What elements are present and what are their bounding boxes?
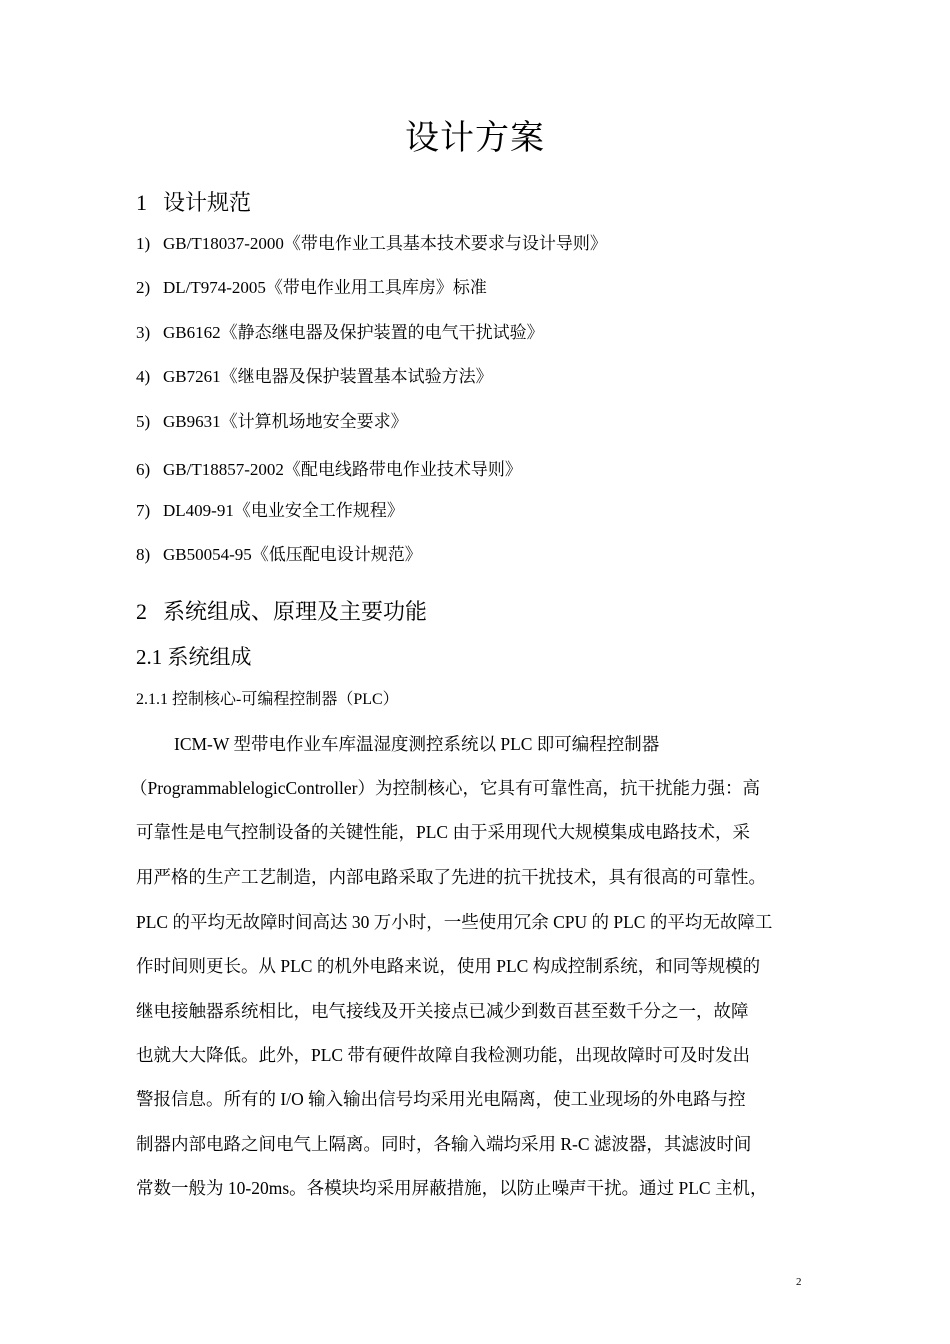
page-number: 2 (796, 1276, 802, 1288)
reference-item (136, 320, 544, 346)
section-1-title: 设计规范 (163, 190, 252, 215)
paragraph-line: 制器内部电路之间电气上隔离。同时，各输入端均采用 R-C 滤波器，其滤波时间 (136, 1134, 752, 1154)
reference-number: 6) (136, 460, 151, 479)
reference-text: DL409-91《电业安全工作规程》 (163, 501, 404, 520)
paragraph-line: 常数一般为 10-20ms。各模块均采用屏蔽措施，以防止噪声干扰。通过 PLC 主机， (136, 1178, 768, 1198)
subsection-2-1-1-heading: 2.1.1 控制核心-可编程控制器（PLC） (136, 691, 399, 708)
reference-item (136, 457, 522, 483)
reference-text: GB9631《计算机场地安全要求》 (163, 412, 408, 431)
section-2-heading (136, 597, 427, 627)
reference-number: 1) (136, 234, 151, 253)
reference-number: 5) (136, 412, 151, 431)
reference-item (136, 275, 487, 301)
reference-number: 8) (136, 545, 151, 564)
reference-text: GB7261《继电器及保护装置基本试验方法》 (163, 367, 493, 386)
reference-text: GB50054-95《低压配电设计规范》 (163, 545, 422, 564)
reference-item (136, 231, 607, 257)
reference-number: 7) (136, 501, 151, 520)
paragraph-line: 继电接触器系统相比，电气接线及开关接点已减少到数百甚至数千分之一，故障 (136, 1001, 749, 1021)
reference-text: GB/T18037-2000《带电作业工具基本技术要求与设计导则》 (163, 234, 607, 253)
reference-number: 3) (136, 323, 151, 342)
reference-item (136, 409, 408, 435)
paragraph-line: 用严格的生产工艺制造，内部电路采取了先进的抗干扰技术，具有很高的可靠性。 (136, 867, 766, 887)
reference-text: DL/T974-2005《带电作业用工具库房》标准 (163, 278, 487, 297)
section-2-number: 2 (136, 599, 147, 624)
paragraph-line: PLC 的平均无故障时间高达 30 万小时，一些使用冗余 CPU 的 PLC 的平均无故障工 (136, 912, 773, 932)
reference-item (136, 364, 493, 390)
reference-number: 2) (136, 278, 151, 297)
section-1-number: 1 (136, 190, 147, 215)
paragraph-line: 警报信息。所有的 I/O 输入输出信号均采用光电隔离，使工业现场的外电路与控 (136, 1089, 746, 1109)
paragraph-line: （ProgrammablelogicController）为控制核心，它具有可靠性高，抗干扰能力强：高 (130, 778, 760, 798)
section-1-heading (136, 188, 251, 218)
reference-number: 4) (136, 367, 151, 386)
section-2-title: 系统组成、原理及主要功能 (163, 599, 428, 624)
reference-text: GB6162《静态继电器及保护装置的电气干扰试验》 (163, 323, 544, 342)
paragraph-line: ICM-W 型带电作业车库温湿度测控系统以 PLC 即可编程控制器 (174, 734, 660, 754)
paragraph-line: 可靠性是电气控制设备的关键性能，PLC 由于采用现代大规模集成电路技术，采 (136, 822, 750, 842)
reference-item (136, 498, 404, 524)
reference-text: GB/T18857-2002《配电线路带电作业技术导则》 (163, 460, 522, 479)
reference-item (136, 542, 422, 568)
document-title: 设计方案 (405, 120, 545, 157)
paragraph-line: 也就大大降低。此外，PLC 带有硬件故障自我检测功能，出现故障时可及时发出 (136, 1045, 750, 1065)
subsection-2-1-heading: 2.1 系统组成 (136, 645, 252, 669)
paragraph-line: 作时间则更长。从 PLC 的机外电路来说，使用 PLC 构成控制系统，和同等规模的 (136, 956, 761, 976)
